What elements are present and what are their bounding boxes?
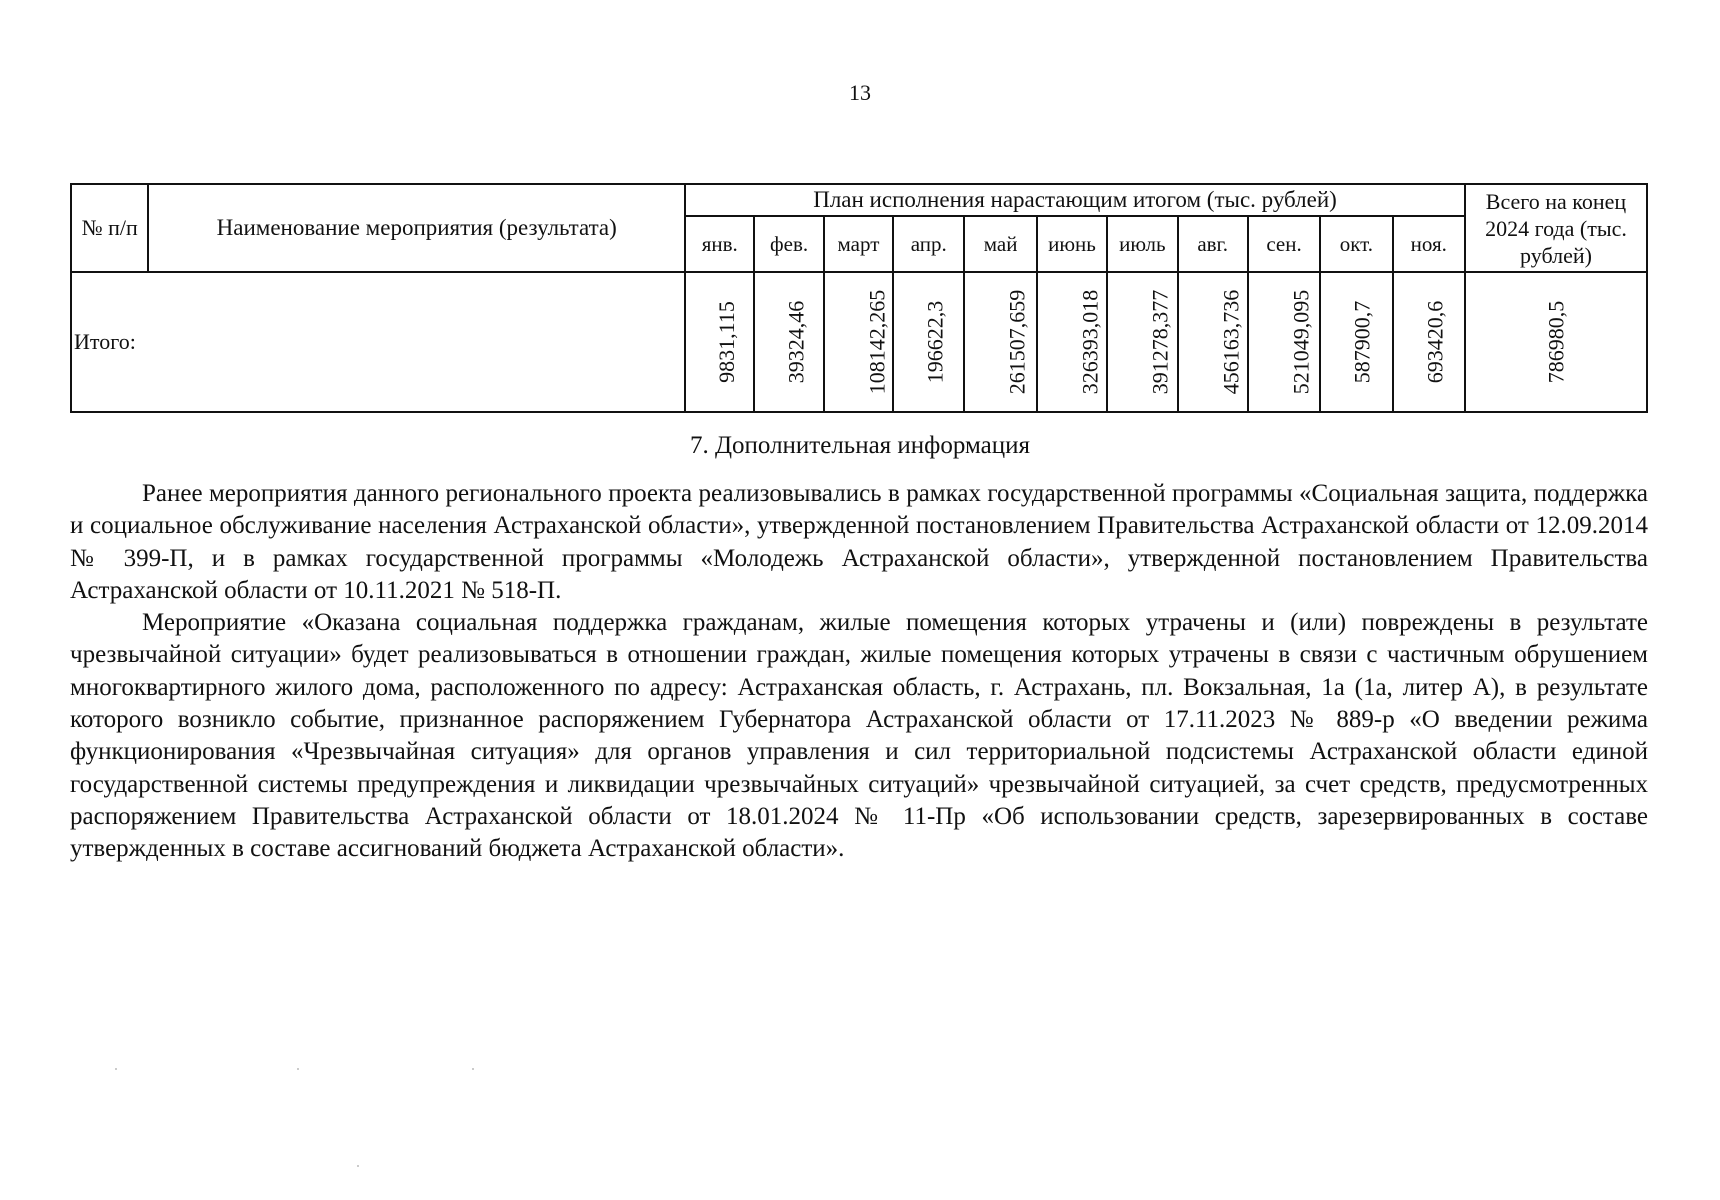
value-text: 326393,018 (1077, 289, 1103, 395)
value-text: 521049,095 (1288, 289, 1314, 395)
page-number: 13 (849, 80, 871, 105)
month-header: окт. (1320, 216, 1392, 272)
month-header: март (824, 216, 893, 272)
value-text: 196622,3 (922, 300, 948, 384)
month-header: июль (1107, 216, 1177, 272)
value-text: 456163,736 (1217, 289, 1243, 395)
col-name-header: Наименование мероприятия (результата) (148, 184, 685, 272)
scan-speck (115, 1068, 117, 1070)
value-cell (964, 272, 1036, 412)
scan-speck (357, 1165, 359, 1167)
value-cell (754, 272, 823, 412)
month-header: апр. (893, 216, 964, 272)
grand-total-text: 786980,5 (1542, 300, 1568, 384)
month-header: июнь (1037, 216, 1107, 272)
value-cell (893, 272, 964, 412)
month-header: янв. (685, 216, 754, 272)
total-row-label: Итого: (71, 272, 685, 412)
value-text: 693420,6 (1421, 300, 1447, 384)
section-title: 7. Дополнительная информация (689, 432, 1031, 459)
value-cell (1037, 272, 1107, 412)
value-cell (824, 272, 893, 412)
grand-total-cell (1465, 272, 1647, 412)
table-row-total (71, 272, 1647, 412)
value-cell (1178, 272, 1248, 412)
section-body (70, 478, 1648, 866)
month-header: ноя. (1393, 216, 1465, 272)
paragraph: Мероприятие «Оказана социальная поддержка гражданам, жилые помещения которых утрачены и (или) повреждены в результате чрезвычайной ситуации» будет реализовываться в отношении граждан, жилые помещения которых утрачены в связи с частичным обрушением многоквартирного жилого дома, расположенного по адресу: Астраханская область, г. Астрахань, пл. Вокзальная, 1а (1а, литер А), в результате которого возникло событие, признанное распоряжением Губернатора Астраханской области от 17.11.2023 № 889-р «О введении режима функционирования «Чрезвычайная ситуация» для органов управления и сил территориальной подсистемы Астраханской области единой государственной системы предупреждения и ликвидации чрезвычайных ситуаций» чрезвычайной ситуацией, за счет средств, предусмотренных распоряжением Правительства Астраханской области от 18.01.2024 № 11-Пр «Об использовании средств, зарезервированных в составе утвержденных в составе ассигнований бюджета Астраханской области». (70, 609, 1648, 863)
plan-table (70, 183, 1648, 413)
month-header: май (964, 216, 1036, 272)
value-text: 261507,659 (1004, 289, 1030, 395)
paragraph: Ранее мероприятия данного регионального проекта реализовывались в рамках государственной программы «Социальная защита, поддержка и социальное обслуживание населения Астраханской области», утвержденной постановлением Правительства Астраханской области от 12.09.2014 № 399-П, и в рамках государственной программы «Молодежь Астраханской области», утвержденной постановлением Правительства Астраханской области от 10.11.2021 № 518-П. (70, 480, 1648, 604)
value-text: 39324,46 (783, 300, 809, 384)
value-text: 587900,7 (1349, 300, 1375, 384)
table-header-row (71, 184, 1647, 216)
plan-header: План исполнения нарастающим итогом (тыс. рублей) (685, 184, 1465, 216)
value-cell (1248, 272, 1320, 412)
value-cell (1393, 272, 1465, 412)
value-text: 391278,377 (1147, 289, 1173, 395)
total-header: Всего на конец 2024 года (тыс. рублей) (1465, 184, 1647, 272)
value-cell (1107, 272, 1177, 412)
month-header: фев. (754, 216, 823, 272)
month-header: авг. (1178, 216, 1248, 272)
scan-speck (472, 1068, 474, 1070)
value-text: 108142,265 (864, 289, 890, 395)
value-cell (1320, 272, 1392, 412)
month-header: сен. (1248, 216, 1320, 272)
scan-speck (297, 1068, 299, 1070)
value-cell (685, 272, 754, 412)
value-text: 9831,115 (713, 301, 739, 383)
col-no-header: № п/п (71, 184, 148, 272)
